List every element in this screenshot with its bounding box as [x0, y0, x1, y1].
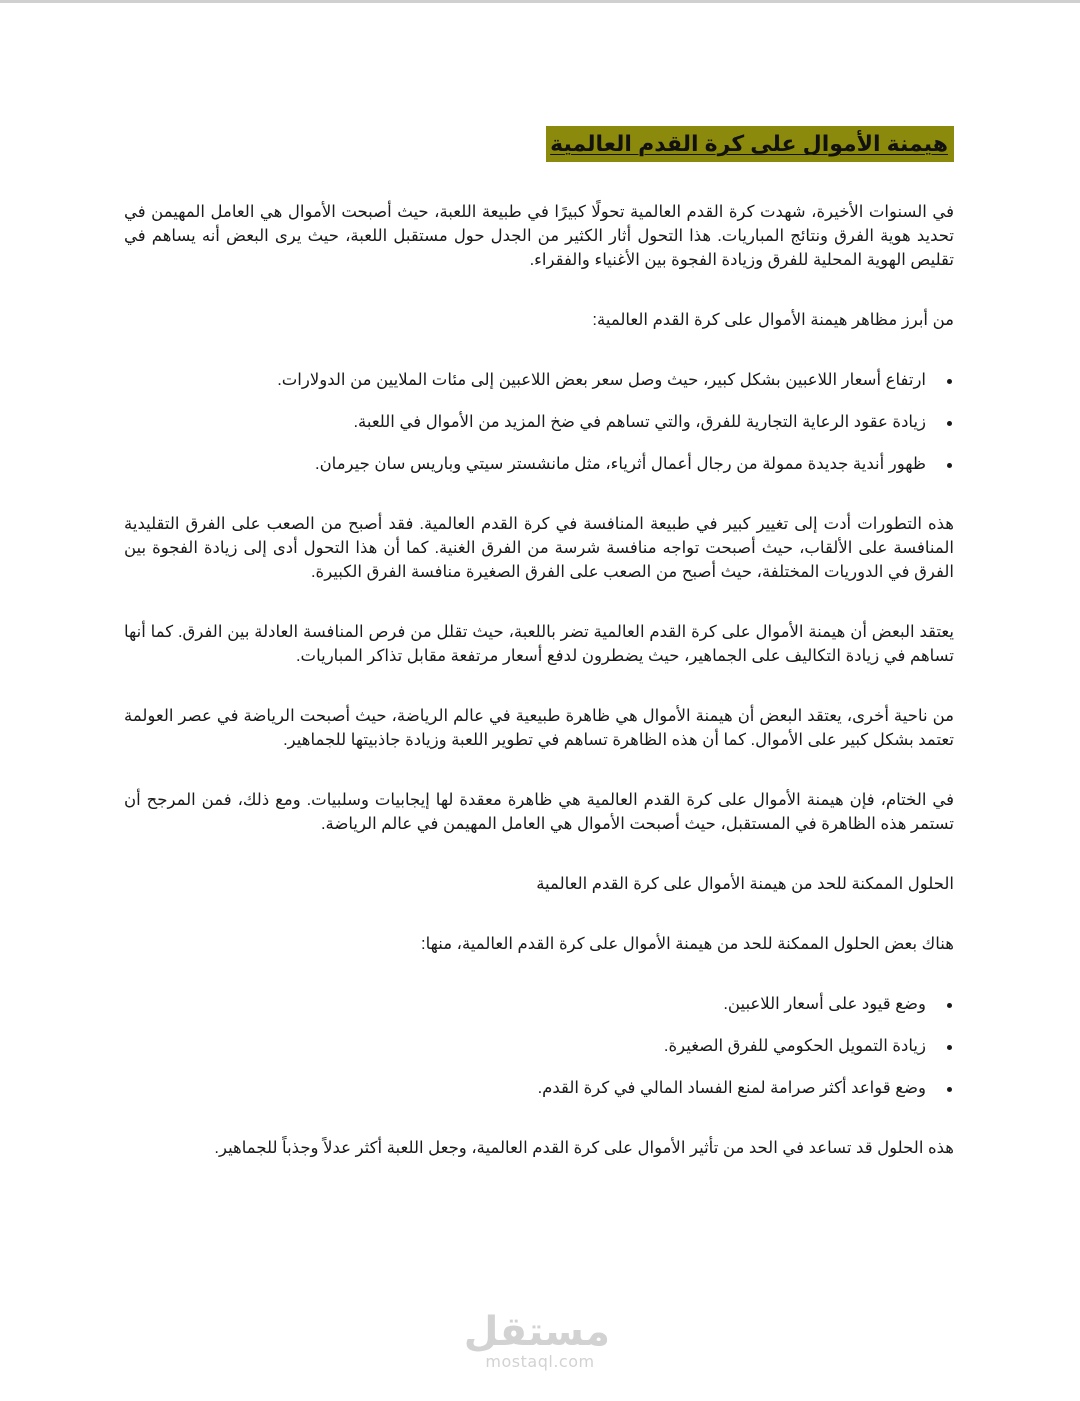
section-heading-solutions: الحلول الممكنة للحد من هيمنة الأموال على كرة القدم العالمية: [536, 875, 954, 893]
paragraph-consequences: هذه التطورات أدت إلى تغيير كبير في طبيعة المنافسة في كرة القدم العالمية. فقد أصبح من الصعب على الفرق التقليدية المنافسة على الألقاب، حيث أصبحت تواجه منافسة شرسة من الفرق الغنية. كما أن هذا التحول أدى إلى زيادة الفجوة بين الفرق في الدوريات المختلفة، حيث أصبح من الصعب على الفرق الصغيرة منافسة الفرق الكبيرة.: [124, 515, 954, 581]
paragraph-criticism: يعتقد البعض أن هيمنة الأموال على كرة القدم العالمية تضر باللعبة، حيث تقلل من فرص المنافسة العادلة بين الفرق. كما أنها تساهم في زيادة التكاليف على الجماهير، حيث يضطرون لدفع أسعار مرتفعة مقابل تذاكر المباريات.: [124, 623, 954, 665]
list-item: [124, 368, 926, 392]
paragraph-list-intro: من أبرز مظاهر هيمنة الأموال على كرة القدم العالمية:: [592, 311, 954, 329]
list-item-text: زيادة عقود الرعاية التجارية للفرق، والتي تساهم في ضخ المزيد من الأموال في اللعبة.: [353, 413, 926, 431]
bullet-icon: [947, 379, 952, 384]
title-row: [124, 126, 954, 162]
list-item-text: وضع قيود على أسعار اللاعبين.: [723, 995, 926, 1013]
mostaql-watermark: [463, 1309, 610, 1372]
bullet-icon: [947, 421, 952, 426]
bullet-icon: [947, 1045, 952, 1050]
list-item-text: ارتفاع أسعار اللاعبين بشكل كبير، حيث وصل سعر بعض اللاعبين إلى مئات الملايين من الدولارات.: [277, 371, 926, 389]
list-item: [124, 1034, 926, 1058]
list-item-text: زيادة التمويل الحكومي للفرق الصغيرة.: [663, 1037, 926, 1055]
paragraph-intro: في السنوات الأخيرة، شهدت كرة القدم العالمية تحولًا كبيرًا في طبيعة اللعبة، حيث أصبحت الأموال هي العامل المهيمن في تحديد هوية الفرق ونتائج المباريات. هذا التحول أثار الكثير من الجدل حول مستقبل اللعبة، حيث يرى البعض أنه يساهم في تقليص الهوية المحلية للفرق وزيادة الفجوة بين الأغنياء والفقراء.: [124, 203, 954, 269]
paragraph-conclusion: في الختام، فإن هيمنة الأموال على كرة القدم العالمية هي ظاهرة معقدة لها إيجابيات وسلبيات. ومع ذلك، فمن المرجح أن تستمر هذه الظاهرة في المستقبل، حيث أصبحت الأموال هي العامل المهيمن في عالم الرياضة.: [124, 791, 954, 833]
watermark-arabic: مستقل: [463, 1309, 610, 1355]
document-title: هيمنة الأموال على كرة القدم العالمية: [546, 126, 954, 162]
paragraph-other-view: من ناحية أخرى، يعتقد البعض أن هيمنة الأموال هي ظاهرة طبيعية في عالم الرياضة، حيث أصبحت الرياضة في عصر العولمة تعتمد بشكل كبير على الأموال. كما أن هذه الظاهرة تساهم في تطوير اللعبة وزيادة جاذبيتها للجماهير.: [124, 707, 954, 749]
bullet-icon: [947, 1087, 952, 1092]
list-item: [124, 1076, 926, 1100]
paragraph-solutions-intro: هناك بعض الحلول الممكنة للحد من هيمنة الأموال على كرة القدم العالمية، منها:: [421, 935, 954, 953]
page-top-border: [0, 0, 1080, 3]
list-item: [124, 410, 926, 434]
watermark-latin: mostaql.com: [485, 1352, 595, 1371]
list-item: [124, 452, 926, 476]
list-item-text: ظهور أندية جديدة ممولة من رجال أعمال أثرياء، مثل مانشستر سيتي وباريس سان جيرمان.: [314, 455, 926, 473]
bullet-icon: [947, 1003, 952, 1008]
list-item-text: وضع قواعد أكثر صرامة لمنع الفساد المالي في كرة القدم.: [537, 1079, 926, 1097]
paragraph-closing: هذه الحلول قد تساعد في الحد من تأثير الأموال على كرة القدم العالمية، وجعل اللعبة أكثر عدلاً وجذباً للجماهير.: [214, 1139, 954, 1157]
bullet-list-solutions: [124, 992, 954, 1100]
bullet-list-manifestations: [124, 368, 954, 476]
list-item: [124, 992, 926, 1016]
bullet-icon: [947, 463, 952, 468]
document-body: [124, 126, 954, 1184]
